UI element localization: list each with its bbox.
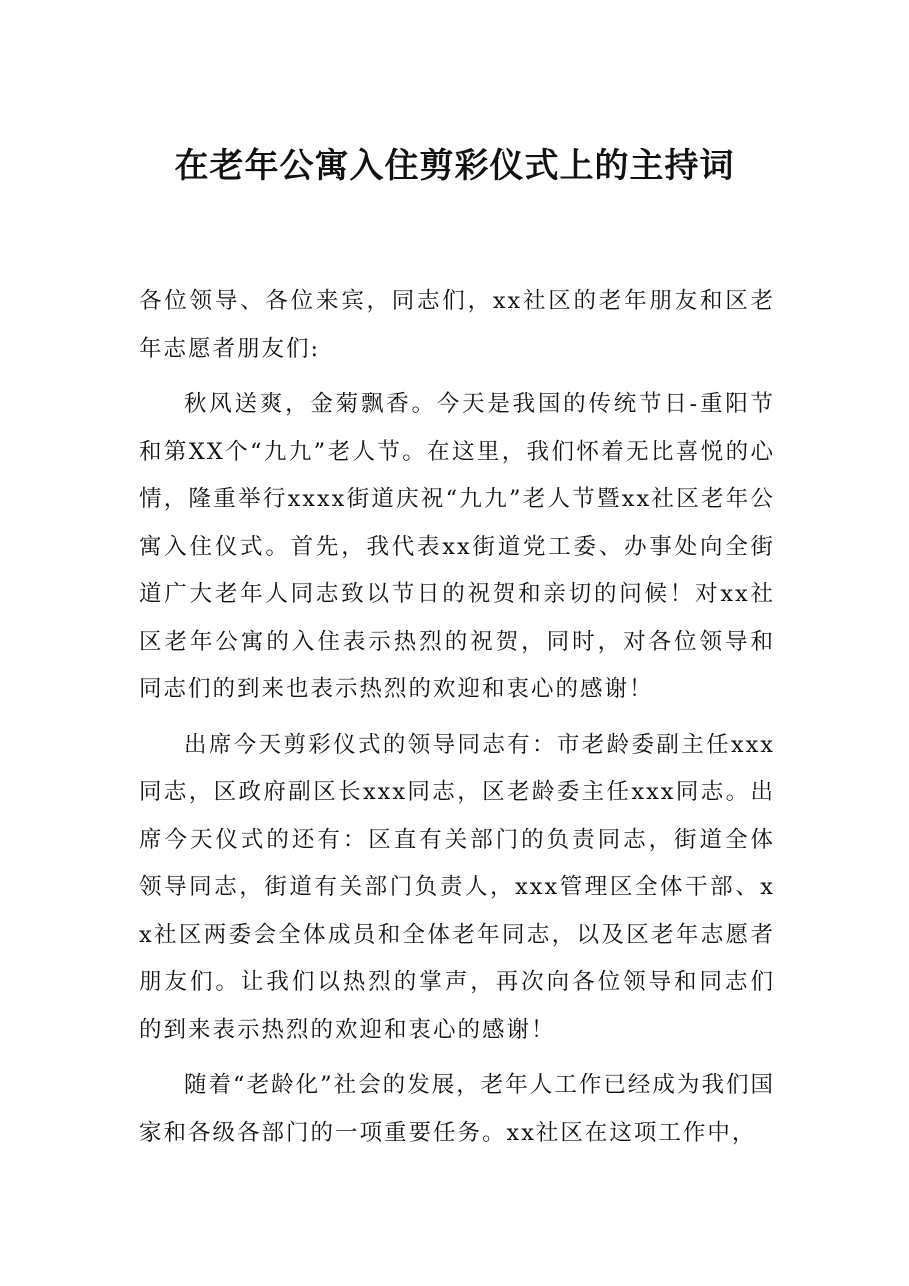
document-title: 在老年公寓入住剪彩仪式上的主持词 [174, 146, 735, 186]
body-paragraph-3: 随着“老龄化”社会的发展，老年人工作已经成为我们国家和各级各部门的一项重要任务。xx社区在这项工作中， [139, 1072, 775, 1146]
body-paragraph-2: 出席今天剪彩仪式的领导同志有：市老龄委副主任xxx同志，区政府副区长xxx同志，区老龄委主任xxx同志。出席今天仪式的还有：区直有关部门的负责同志，街道全体领导同志，街道有关部门负责人，xxx管理区全体干部、xx社区两委会全体成员和全体老年同志，以及区老年志愿者朋友们。让我们以热烈的掌声，再次向各位领导和同志们的到来表示热烈的欢迎和衷心的感谢！ [139, 731, 775, 1043]
document-body [139, 278, 775, 1157]
body-paragraph-1: 秋风送爽，金菊飘香。今天是我国的传统节日-重阳节和第XX个“九九”老人节。在这里，我们怀着无比喜悦的心情，隆重举行xxxx街道庆祝“九九”老人节暨xx社区老年公寓入住仪式。首先，我代表xx街道党工委、办事处向全街道广大老年人同志致以节日的祝贺和亲切的问候！对xx社区老年公寓的入住表示热烈的祝贺，同时，对各位领导和同志们的到来也表示热烈的欢迎和衷心的感谢！ [139, 391, 775, 702]
salutation-paragraph: 各位领导、各位来宾，同志们，xx社区的老年朋友和区老年志愿者朋友们: [139, 288, 775, 362]
